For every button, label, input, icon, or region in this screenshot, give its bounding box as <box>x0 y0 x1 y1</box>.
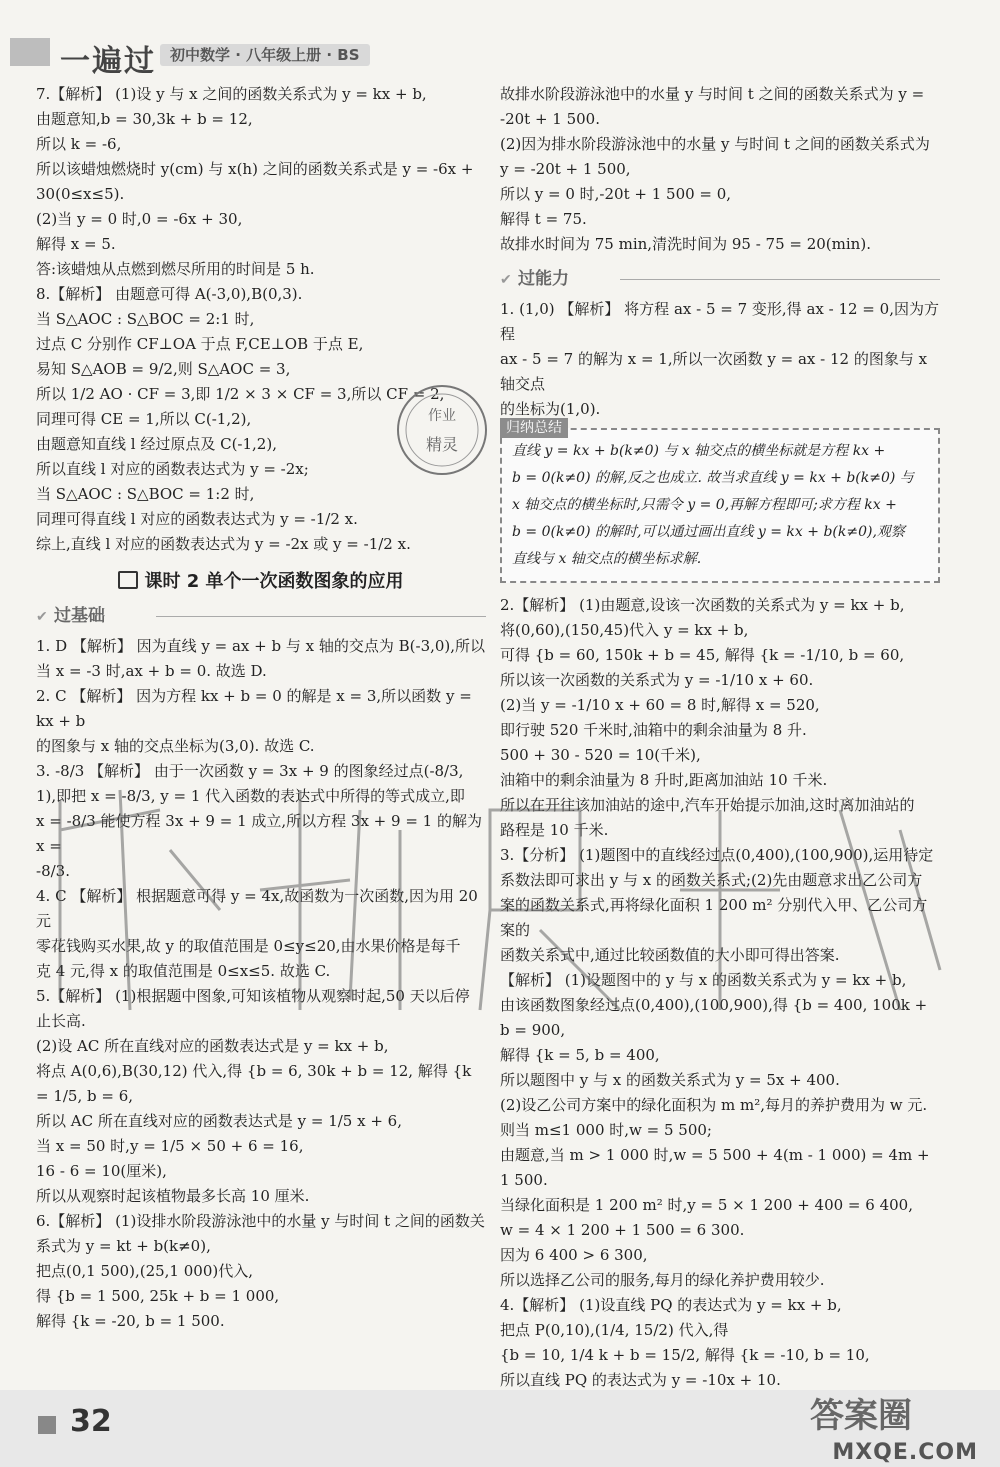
watermark-url: MXQE.COM <box>832 1440 978 1465</box>
lesson-title-text: 课时 2 单个一次函数图象的应用 <box>144 571 404 592</box>
summary-box <box>500 420 940 583</box>
section-divider <box>620 279 940 280</box>
text-line: 函数关系式中,通过比较函数值的大小即可得出答案. <box>500 946 840 964</box>
left-block-2 <box>36 634 486 1334</box>
text-line: 解得 x = 5. <box>36 235 116 253</box>
text-line: 解得 {k = 5, b = 400, <box>500 1046 660 1064</box>
section-nengli-label: 过能力 <box>518 269 569 289</box>
text-line: 把点 P(0,10),(1/4, 15/2) 代入,得 <box>500 1321 729 1339</box>
text-line: (2)因为排水阶段游泳池中的水量 y 与时间 t 之间的函数关系式为 <box>500 135 930 153</box>
text-line: 易知 S△AOB = 9/2,则 S△AOC = 3, <box>36 360 291 378</box>
text-line: 当绿化面积是 1 200 m² 时,y = 5 × 1 200 + 400 = 6 400, <box>500 1196 913 1214</box>
section-arrow-icon: ✔ <box>500 272 512 288</box>
text-line: 可得 {b = 60, 150k + b = 45, 解得 {k = -1/10, b = 60, <box>500 646 905 664</box>
text-line: 过点 C 分别作 CF⊥OA 于点 F,CE⊥OB 于点 E, <box>36 335 364 353</box>
text-line: 油箱中的剩余油量为 8 升时,距离加油站 10 千米. <box>500 771 828 789</box>
text-line: 16 - 6 = 10(厘米), <box>36 1162 167 1180</box>
left-block-1 <box>36 82 486 557</box>
text-line: 所以从观察时起该植物最多长高 10 厘米. <box>36 1187 310 1205</box>
text-line: (2)当 y = -1/10 x + 60 = 8 时,解得 x = 520, <box>500 696 820 714</box>
text-line: 当 S△AOC : S△BOC = 2:1 时, <box>36 310 255 328</box>
text-line: 的坐标为(1,0). <box>500 400 601 418</box>
text-line: 同理可得直线 l 对应的函数表达式为 y = -1/2 x. <box>36 510 358 528</box>
lesson-title <box>36 569 486 594</box>
text-line: 30(0≤x≤5). <box>36 185 125 203</box>
book-tag-text: 初中数学 · 八年级上册 · BS <box>170 46 360 64</box>
text-line: 路程是 10 千米. <box>500 821 609 839</box>
section-nengli <box>500 267 940 291</box>
text-line: 答:该蜡烛从点燃到燃尽所用的时间是 5 h. <box>36 260 315 278</box>
text-line: 所以直线 PQ 的表达式为 y = -10x + 10. <box>500 1371 781 1389</box>
text-line: 的图象与 x 轴的交点坐标为(3,0). 故选 C. <box>36 737 315 755</box>
text-line: 当 x = 50 时,y = 1/5 × 50 + 6 = 16, <box>36 1137 304 1155</box>
summary-line: x 轴交点的横坐标时,只需令 y = 0,再解方程即可;求方程 kx + <box>512 497 897 513</box>
text-line: (2)设 AC 所在直线对应的函数表达式是 y = kx + b, <box>36 1037 389 1055</box>
text-line: 由该函数图象经过点(0,400),(100,900),得 {b = 400, 100k + b = 900, <box>500 996 932 1039</box>
page-header <box>0 0 1000 80</box>
text-line: 所以题图中 y 与 x 的函数关系式为 y = 5x + 400. <box>500 1071 840 1089</box>
text-line: 案的函数关系式,再将绿化面积 1 200 m² 分别代入甲、乙公司方案的 <box>500 896 928 939</box>
svg-text:精灵: 精灵 <box>425 435 459 454</box>
text-line: 6.【解析】 (1)设排水阶段游泳池中的水量 y 与时间 t 之间的函数关 <box>36 1212 485 1230</box>
text-line: 同理可得 CE = 1,所以 C(-1,2), <box>36 410 252 428</box>
section-divider <box>156 616 486 617</box>
text-line: 所以在开往该加油站的途中,汽车开始提示加油,这时离加油站的 <box>500 796 915 814</box>
page-number: 32 <box>70 1404 112 1439</box>
book-tag <box>160 44 370 66</box>
right-block-3 <box>500 593 940 1393</box>
text-line: 【解析】 (1)设题图中的 y 与 x 的函数关系式为 y = kx + b, <box>500 971 907 989</box>
text-line: {b = 10, 1/4 k + b = 15/2, 解得 {k = -10, b = 10, <box>500 1346 870 1364</box>
text-line: 4.【解析】 (1)设直线 PQ 的表达式为 y = kx + b, <box>500 1296 842 1314</box>
header-decor <box>10 38 50 66</box>
text-line: 所以该蜡烛燃烧时 y(cm) 与 x(h) 之间的函数关系式是 y = -6x + <box>36 160 474 178</box>
text-line: (2)设乙公司方案中的绿化面积为 m m²,每月的养护费用为 w 元. <box>500 1096 928 1114</box>
text-line: 所以 y = 0 时,-20t + 1 500 = 0, <box>500 185 732 203</box>
text-line: ax - 5 = 7 的解为 x = 1,所以一次函数 y = ax - 12 的图象与 x 轴交点 <box>500 350 932 393</box>
text-line: 所以该一次函数的关系式为 y = -1/10 x + 60. <box>500 671 814 689</box>
text-line: 所以 1/2 AO · CF = 3,即 1/2 × 3 × CF = 3,所以 CF = 2, <box>36 385 445 403</box>
text-line: 当 S△AOC : S△BOC = 1:2 时, <box>36 485 255 503</box>
text-line: y = -20t + 1 500, <box>500 160 631 178</box>
section-jichu-label: 过基础 <box>54 606 105 626</box>
text-line: w = 4 × 1 200 + 1 500 = 6 300. <box>500 1221 745 1239</box>
text-line: 所以 k = -6, <box>36 135 122 153</box>
text-line: 4. C 【解析】 根据题意可得 y = 4x,故函数为一次函数,因为用 20 元 <box>36 887 483 930</box>
text-line: 1),即把 x = -8/3, y = 1 代入函数的表达式中所得的等式成立,即 <box>36 787 465 805</box>
summary-line: b = 0(k≠0) 的解时,可以通过画出直线 y = kx + b(k≠0),观察 <box>512 524 905 540</box>
summary-line: 直线与 x 轴交点的横坐标求解. <box>512 551 702 567</box>
text-line: 故排水时间为 75 min,清洗时间为 95 - 75 = 20(min). <box>500 235 871 253</box>
text-line: 1. D 【解析】 因为直线 y = ax + b 与 x 轴的交点为 B(-3,0),所以 <box>36 637 486 655</box>
text-line: 3.【分析】 (1)题图中的直线经过点(0,400),(100,900),运用待定 <box>500 846 934 864</box>
text-line: 零花钱购买水果,故 y 的取值范围是 0≤y≤20,由水果价格是每千 <box>36 937 461 955</box>
text-line: 由题意知,b = 30,3k + b = 12, <box>36 110 253 128</box>
text-line: 当 x = -3 时,ax + b = 0. 故选 D. <box>36 662 267 680</box>
text-line: 所以直线 l 对应的函数表达式为 y = -2x; <box>36 460 309 478</box>
text-line: 综上,直线 l 对应的函数表达式为 y = -2x 或 y = -1/2 x. <box>36 535 411 553</box>
text-line: 得 {b = 1 500, 25k + b = 1 000, <box>36 1287 280 1305</box>
text-line: 5.【解析】 (1)根据题中图象,可知该植物从观察时起,50 天以后停 <box>36 987 470 1005</box>
text-line: 克 4 元,得 x 的取值范围是 0≤x≤5. 故选 C. <box>36 962 331 980</box>
text-line: 因为 6 400 > 6 300, <box>500 1246 648 1264</box>
text-line: 解得 t = 75. <box>500 210 587 228</box>
svg-text:作业: 作业 <box>428 408 456 424</box>
text-line: 由题意,当 m > 1 000 时,w = 5 500 + 4(m - 1 000) = 4m + 1 500. <box>500 1146 935 1189</box>
text-line: 500 + 30 - 520 = 10(千米), <box>500 746 701 764</box>
summary-line: b = 0(k≠0) 的解,反之也成立. 故当求直线 y = kx + b(k≠0) 与 <box>512 470 914 486</box>
text-line: x = -8/3 能使方程 3x + 9 = 1 成立,所以方程 3x + 9 = 1 的解为 x = <box>36 812 487 855</box>
book-logo: 一遍过 <box>60 44 156 79</box>
text-line: 2. C 【解析】 因为方程 kx + b = 0 的解是 x = 3,所以函数 y = kx + b <box>36 687 477 730</box>
text-line: 由题意知直线 l 经过原点及 C(-1,2), <box>36 435 277 453</box>
text-line: 止长高. <box>36 1012 86 1030</box>
section-jichu <box>36 604 486 628</box>
text-line: 8.【解析】 由题意可得 A(-3,0),B(0,3). <box>36 285 303 303</box>
text-line: 所以 AC 所在直线对应的函数表达式是 y = 1/5 x + 6, <box>36 1112 402 1130</box>
text-line: 则当 m≤1 000 时,w = 5 500; <box>500 1121 712 1139</box>
summary-line: 直线 y = kx + b(k≠0) 与 x 轴交点的横坐标就是方程 kx + <box>512 443 886 459</box>
text-line: 7.【解析】 (1)设 y 与 x 之间的函数关系式为 y = kx + b, <box>36 85 427 103</box>
right-block-2 <box>500 297 940 422</box>
text-line: 系数法即可求出 y 与 x 的函数关系式;(2)先由题意求出乙公司方 <box>500 871 923 889</box>
section-arrow-icon: ✔ <box>36 609 48 625</box>
lesson-icon <box>118 571 138 589</box>
text-line: 系式为 y = kt + b(k≠0), <box>36 1237 211 1255</box>
left-column <box>36 82 486 1334</box>
text-line: 3. -8/3 【解析】 由于一次函数 y = 3x + 9 的图象经过点(-8/3, <box>36 762 464 780</box>
footer-square <box>38 1416 56 1434</box>
text-line: 将点 A(0,6),B(30,12) 代入,得 {b = 6, 30k + b = 12, 解得 {k = 1/5, b = 6, <box>36 1062 477 1105</box>
text-line: 即行驶 520 千米时,油箱中的剩余油量为 8 升. <box>500 721 807 739</box>
text-line: 解得 {k = -20, b = 1 500. <box>36 1312 225 1330</box>
text-line: (2)当 y = 0 时,0 = -6x + 30, <box>36 210 243 228</box>
text-line: -20t + 1 500. <box>500 110 600 128</box>
text-line: 2.【解析】 (1)由题意,设该一次函数的关系式为 y = kx + b, <box>500 596 905 614</box>
text-line: 所以选择乙公司的服务,每月的绿化养护费用较少. <box>500 1271 825 1289</box>
text-line: 把点(0,1 500),(25,1 000)代入, <box>36 1262 253 1280</box>
summary-box-body <box>512 438 928 573</box>
text-line: -8/3. <box>36 862 70 880</box>
right-block-1 <box>500 82 940 257</box>
summary-box-title: 归纳总结 <box>500 418 568 438</box>
text-line: 将(0,60),(150,45)代入 y = kx + b, <box>500 621 749 639</box>
right-column <box>500 82 940 1393</box>
text-line: 1. (1,0) 【解析】 将方程 ax - 5 = 7 变形,得 ax - 12 = 0,因为方程 <box>500 300 939 343</box>
stamp-seal <box>392 380 492 480</box>
svg-text:答案圈: 答案圈 <box>810 1396 912 1436</box>
text-line: 故排水阶段游泳池中的水量 y 与时间 t 之间的函数关系式为 y = <box>500 85 925 103</box>
